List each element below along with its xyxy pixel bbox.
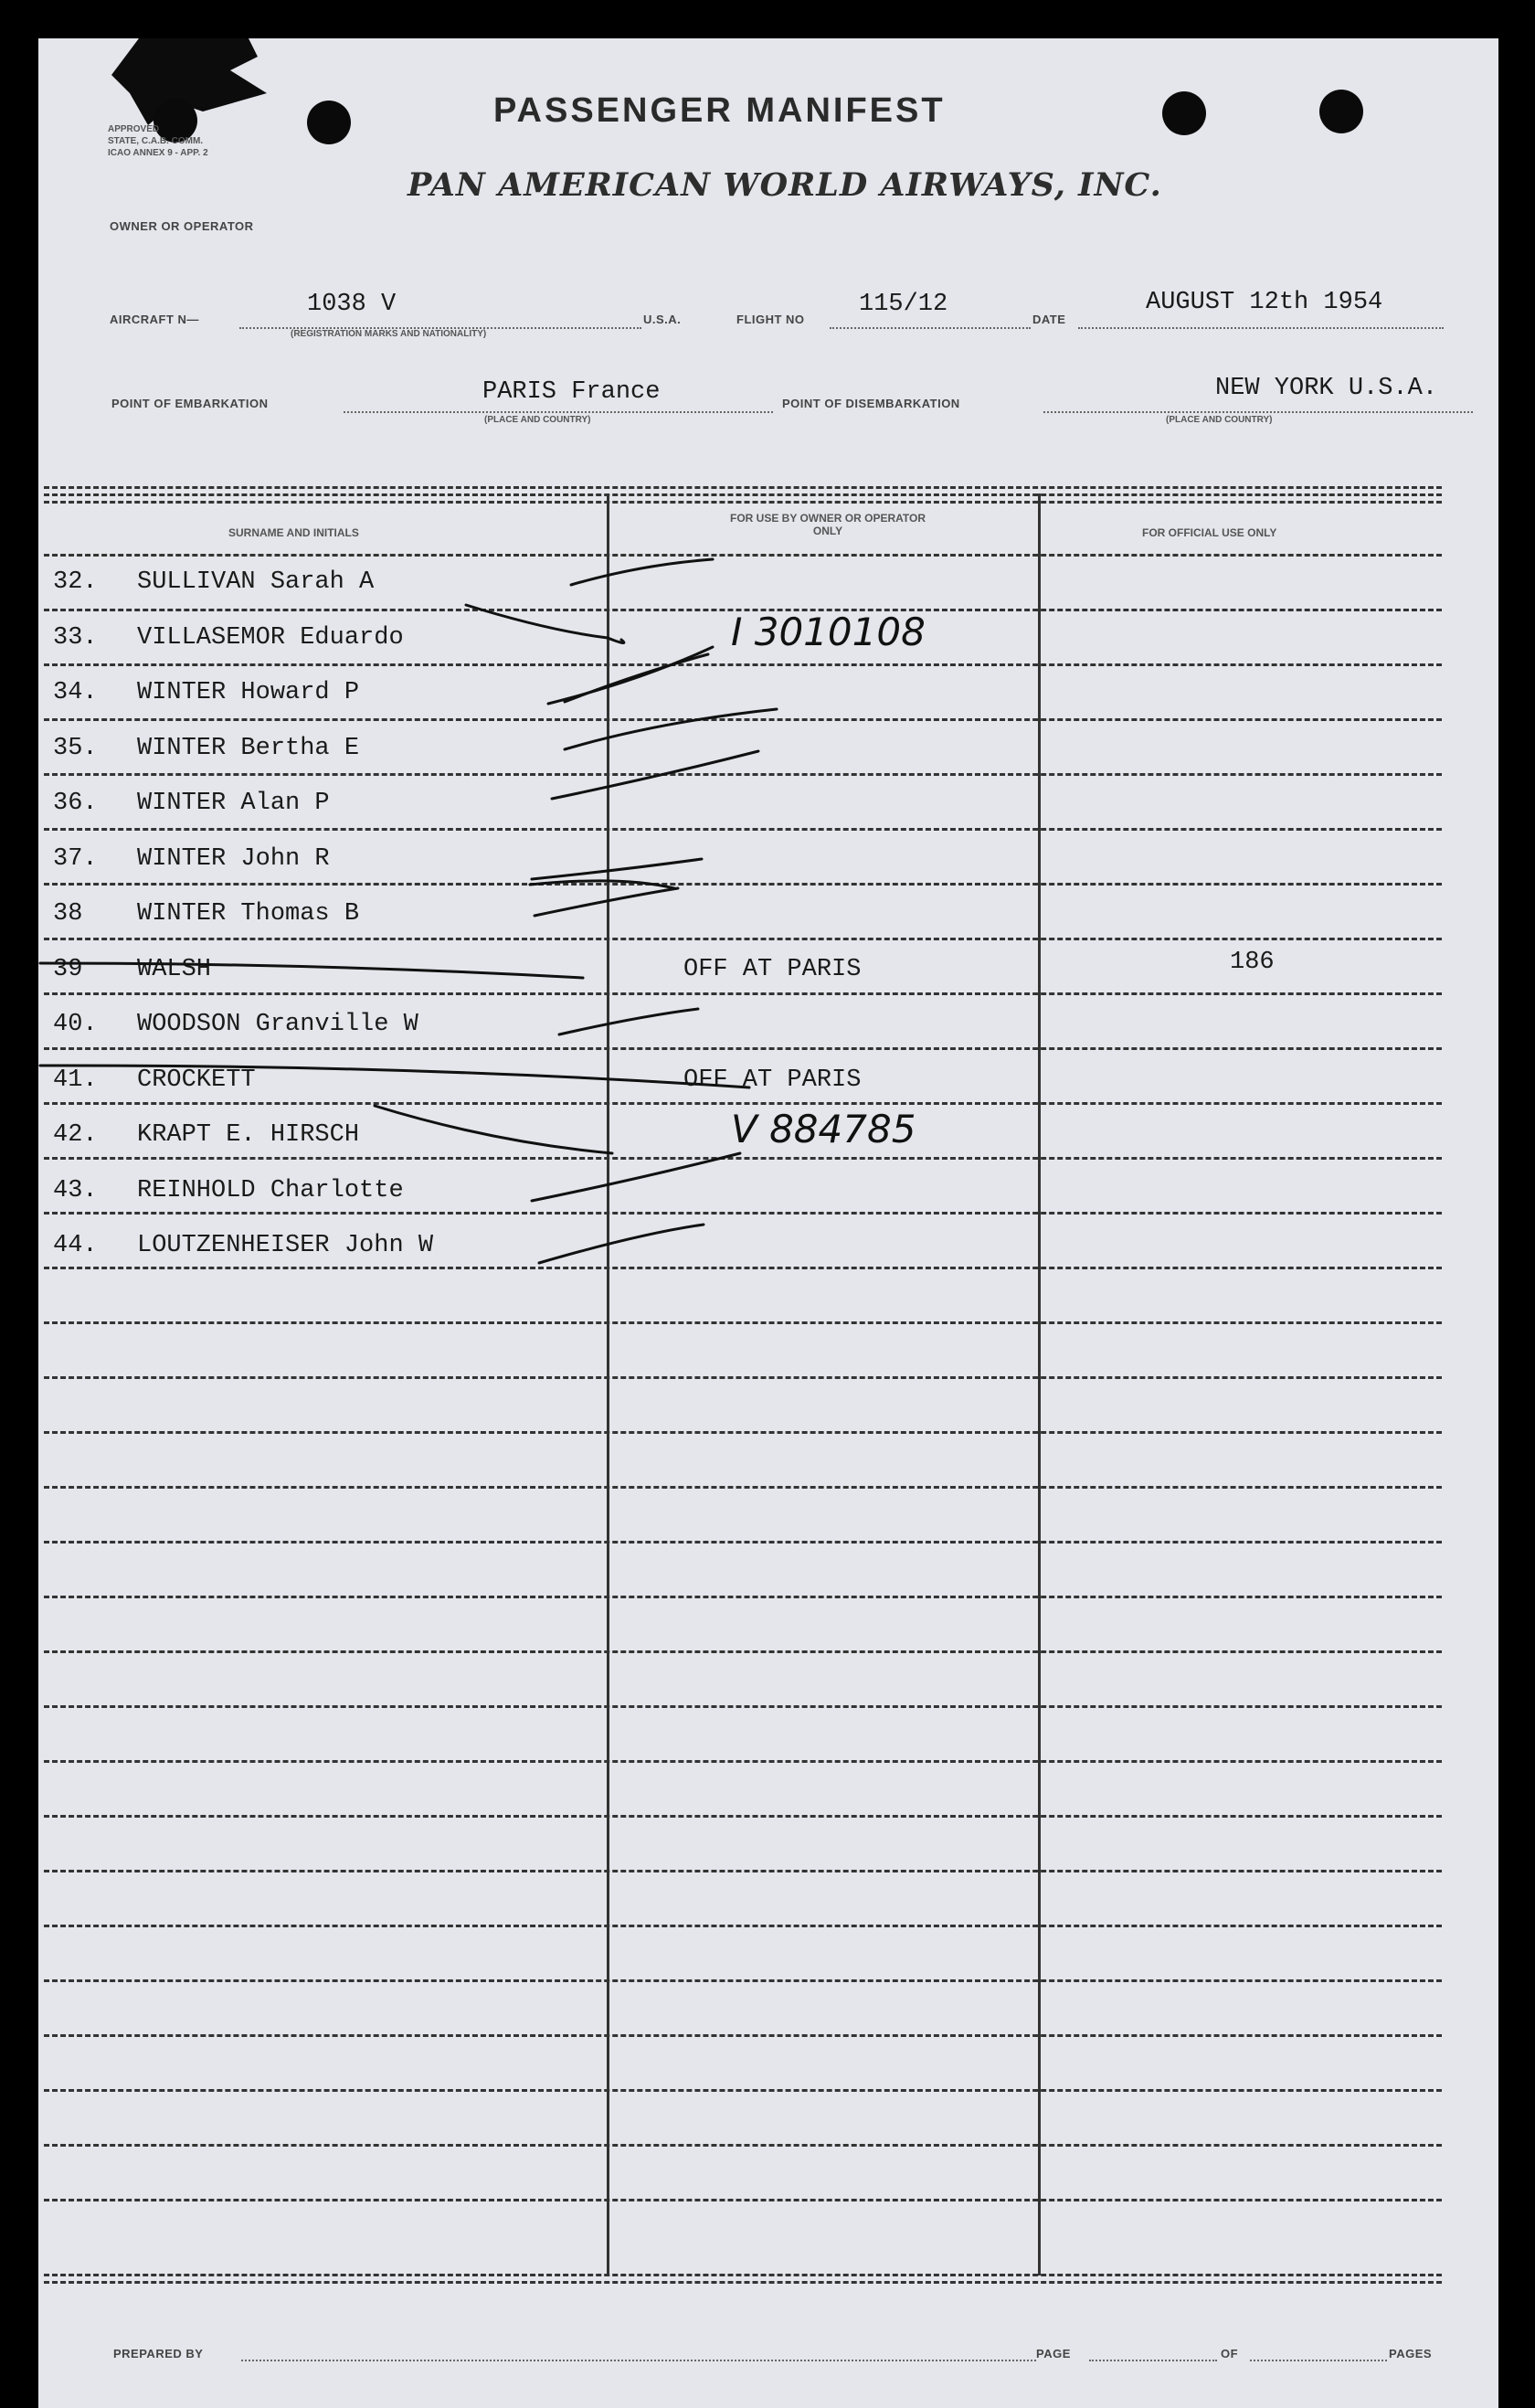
table-rule xyxy=(44,1267,1442,1269)
passenger-number: 40. xyxy=(53,1011,98,1038)
table-rule xyxy=(44,1047,1442,1050)
table-rule xyxy=(44,1486,1442,1489)
column-divider xyxy=(607,493,609,2275)
table-rule xyxy=(44,883,1442,886)
table-rule xyxy=(44,2281,1442,2284)
operator-name: PAN AMERICAN WORLD AIRWAYS, INC. xyxy=(408,166,1162,204)
prepared-by-label: PREPARED BY xyxy=(113,2347,204,2360)
page-label: PAGE xyxy=(1036,2347,1071,2360)
passenger-number: 44. xyxy=(53,1232,98,1259)
passenger-number: 32. xyxy=(53,568,98,596)
passenger-number: 39 xyxy=(53,955,83,983)
of-label: OF xyxy=(1221,2347,1239,2360)
passenger-number: 41. xyxy=(53,1066,98,1094)
passenger-number: 33. xyxy=(53,623,98,652)
usa-label: U.S.A. xyxy=(643,313,682,326)
passenger-name: WINTER Thomas B xyxy=(137,900,360,928)
table-rule xyxy=(44,2274,1442,2276)
date-underline xyxy=(1078,327,1444,329)
column-header-owner-use: FOR USE BY OWNER OR OPERATOR ONLY xyxy=(729,512,926,537)
passenger-name: LOUTZENHEISER John W xyxy=(137,1232,434,1259)
flight-date: AUGUST 12th 1954 xyxy=(1146,289,1383,316)
owner-label: OWNER OR OPERATOR xyxy=(110,219,254,233)
table-rule xyxy=(44,2144,1442,2147)
table-rule xyxy=(44,2199,1442,2201)
column-divider xyxy=(1038,493,1041,2275)
passenger-number: 42. xyxy=(53,1121,98,1149)
owner-note: V 884785 xyxy=(731,1107,916,1151)
table-rule xyxy=(44,1705,1442,1708)
table-rule xyxy=(44,828,1442,831)
table-rule xyxy=(44,493,1442,496)
passenger-name: CROCKETT xyxy=(137,1066,256,1094)
table-rule xyxy=(44,486,1442,489)
table-rule xyxy=(44,1870,1442,1872)
official-note: 186 xyxy=(1230,948,1275,976)
table-rule xyxy=(44,1596,1442,1598)
table-rule xyxy=(44,1650,1442,1653)
table-rule xyxy=(44,554,1442,557)
table-rule xyxy=(44,1760,1442,1763)
punch-hole xyxy=(307,101,351,144)
passenger-number: 37. xyxy=(53,844,98,873)
passenger-name: WINTER Alan P xyxy=(137,790,330,817)
of-underline xyxy=(1250,2360,1387,2361)
table-rule xyxy=(44,1979,1442,1982)
passenger-name: SULLIVAN Sarah A xyxy=(137,568,375,596)
table-rule xyxy=(44,1321,1442,1324)
passenger-name: WOODSON Granville W xyxy=(137,1011,418,1038)
passenger-number: 38 xyxy=(53,900,83,928)
table-rule xyxy=(44,1431,1442,1434)
table-rule xyxy=(44,938,1442,940)
embarkation-caption: (PLACE AND COUNTRY) xyxy=(484,415,591,425)
passenger-number: 36. xyxy=(53,790,98,817)
aircraft-label: AIRCRAFT N— xyxy=(110,313,199,326)
table-rule xyxy=(44,992,1442,995)
disembarkation-place: NEW YORK U.S.A. xyxy=(1215,375,1438,402)
torn-corner xyxy=(38,38,276,166)
prepared-by-underline xyxy=(241,2360,1036,2361)
approval-line: ICAO ANNEX 9 - APP. 2 xyxy=(108,148,208,158)
embarkation-place: PARIS France xyxy=(482,378,661,406)
punch-hole xyxy=(1162,91,1206,135)
registration-caption: (REGISTRATION MARKS AND NATIONALITY) xyxy=(291,329,487,339)
disembarkation-label: POINT OF DISEMBARKATION xyxy=(782,397,960,410)
table-rule xyxy=(44,2034,1442,2037)
passenger-name: REINHOLD Charlotte xyxy=(137,1176,404,1204)
passenger-name: WINTER Bertha E xyxy=(137,734,360,762)
passenger-name: WINTER John R xyxy=(137,844,330,873)
passenger-name: WALSH xyxy=(137,955,212,983)
table-rule xyxy=(44,1376,1442,1379)
pages-label: PAGES xyxy=(1389,2347,1433,2360)
owner-note: OFF AT PARIS xyxy=(683,1066,862,1094)
table-rule xyxy=(44,663,1442,666)
owner-note: I 3010108 xyxy=(731,609,926,654)
table-rule xyxy=(44,1102,1442,1105)
flight-underline xyxy=(830,327,1031,329)
column-header-surname: SURNAME AND INITIALS xyxy=(228,526,359,539)
disembarkation-caption: (PLACE AND COUNTRY) xyxy=(1166,415,1273,425)
date-label: DATE xyxy=(1032,313,1066,326)
table-rule xyxy=(44,773,1442,776)
passenger-name: WINTER Howard P xyxy=(137,679,360,706)
passenger-number: 34. xyxy=(53,679,98,706)
flight-label: FLIGHT NO xyxy=(736,313,805,326)
embarkation-underline xyxy=(344,411,773,413)
approval-line: STATE, C.A.B. COMM. xyxy=(108,136,204,146)
disembarkation-underline xyxy=(1043,411,1473,413)
table-rule xyxy=(44,2089,1442,2092)
passenger-number: 35. xyxy=(53,734,98,762)
table-rule xyxy=(44,1541,1442,1543)
page-underline xyxy=(1089,2360,1217,2361)
passenger-name: KRAPT E. HIRSCH xyxy=(137,1121,360,1149)
table-rule xyxy=(44,718,1442,721)
punch-hole xyxy=(1319,90,1363,133)
form-title: PASSENGER MANIFEST xyxy=(493,91,946,130)
embarkation-label: POINT OF EMBARKATION xyxy=(111,397,269,410)
table-rule xyxy=(44,1212,1442,1215)
flight-number: 115/12 xyxy=(859,291,948,318)
passenger-number: 43. xyxy=(53,1176,98,1204)
aircraft-number: 1038 V xyxy=(307,291,397,318)
owner-note: OFF AT PARIS xyxy=(683,955,862,983)
table-rule xyxy=(44,501,1442,504)
table-rule xyxy=(44,1925,1442,1927)
column-header-official: FOR OFFICIAL USE ONLY xyxy=(1142,526,1277,539)
table-rule xyxy=(44,1157,1442,1160)
passenger-name: VILLASEMOR Eduardo xyxy=(137,623,404,652)
table-rule xyxy=(44,1815,1442,1818)
approval-line: APPROVED xyxy=(108,124,160,134)
